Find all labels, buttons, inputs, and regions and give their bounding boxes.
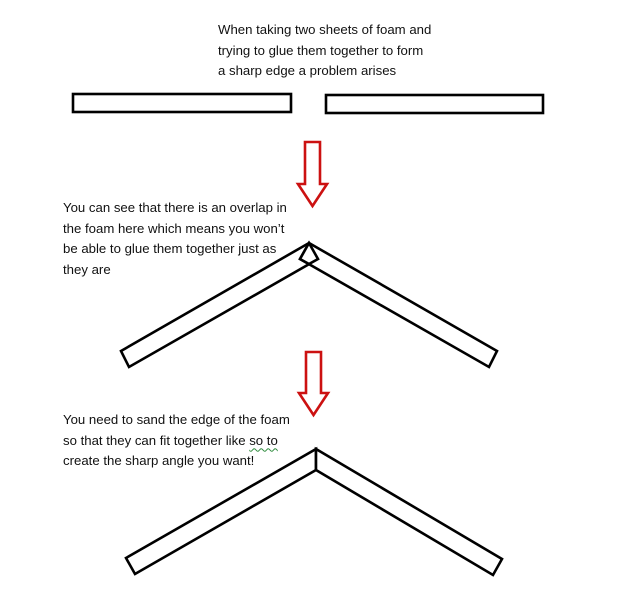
overlap-caption-line: they are — [63, 261, 111, 277]
spellcheck-flagged-text: so to — [249, 432, 278, 448]
down-arrow-icon — [298, 142, 327, 206]
intro-caption-line: a sharp edge a problem arises — [218, 63, 397, 79]
overlap-caption-line: be able to glue them together just as — [63, 241, 277, 257]
overlap-caption — [63, 198, 287, 280]
sand-caption-text: so that they can fit together like — [63, 432, 250, 448]
foam-sheet-left — [73, 94, 291, 112]
down-arrow-icon — [299, 352, 328, 415]
overlap-caption-line: You can see that there is an overlap in — [63, 200, 287, 215]
intro-caption — [218, 20, 431, 82]
foam-sheet-right — [326, 95, 543, 113]
sand-caption-line: create the sharp angle you want! — [63, 453, 255, 469]
overlap-caption-line: the foam here which means you won’t — [63, 220, 285, 236]
intro-caption-line: When taking two sheets of foam and — [218, 22, 432, 37]
foam-sheet-right-overlapping — [300, 243, 497, 367]
foam-sheet-right-sanded — [316, 449, 502, 575]
sand-caption-line — [63, 431, 290, 452]
intro-caption-line: trying to glue them together to form — [218, 42, 424, 58]
sand-caption — [63, 410, 290, 472]
sand-caption-line: You need to sand the edge of the foam — [63, 412, 290, 427]
